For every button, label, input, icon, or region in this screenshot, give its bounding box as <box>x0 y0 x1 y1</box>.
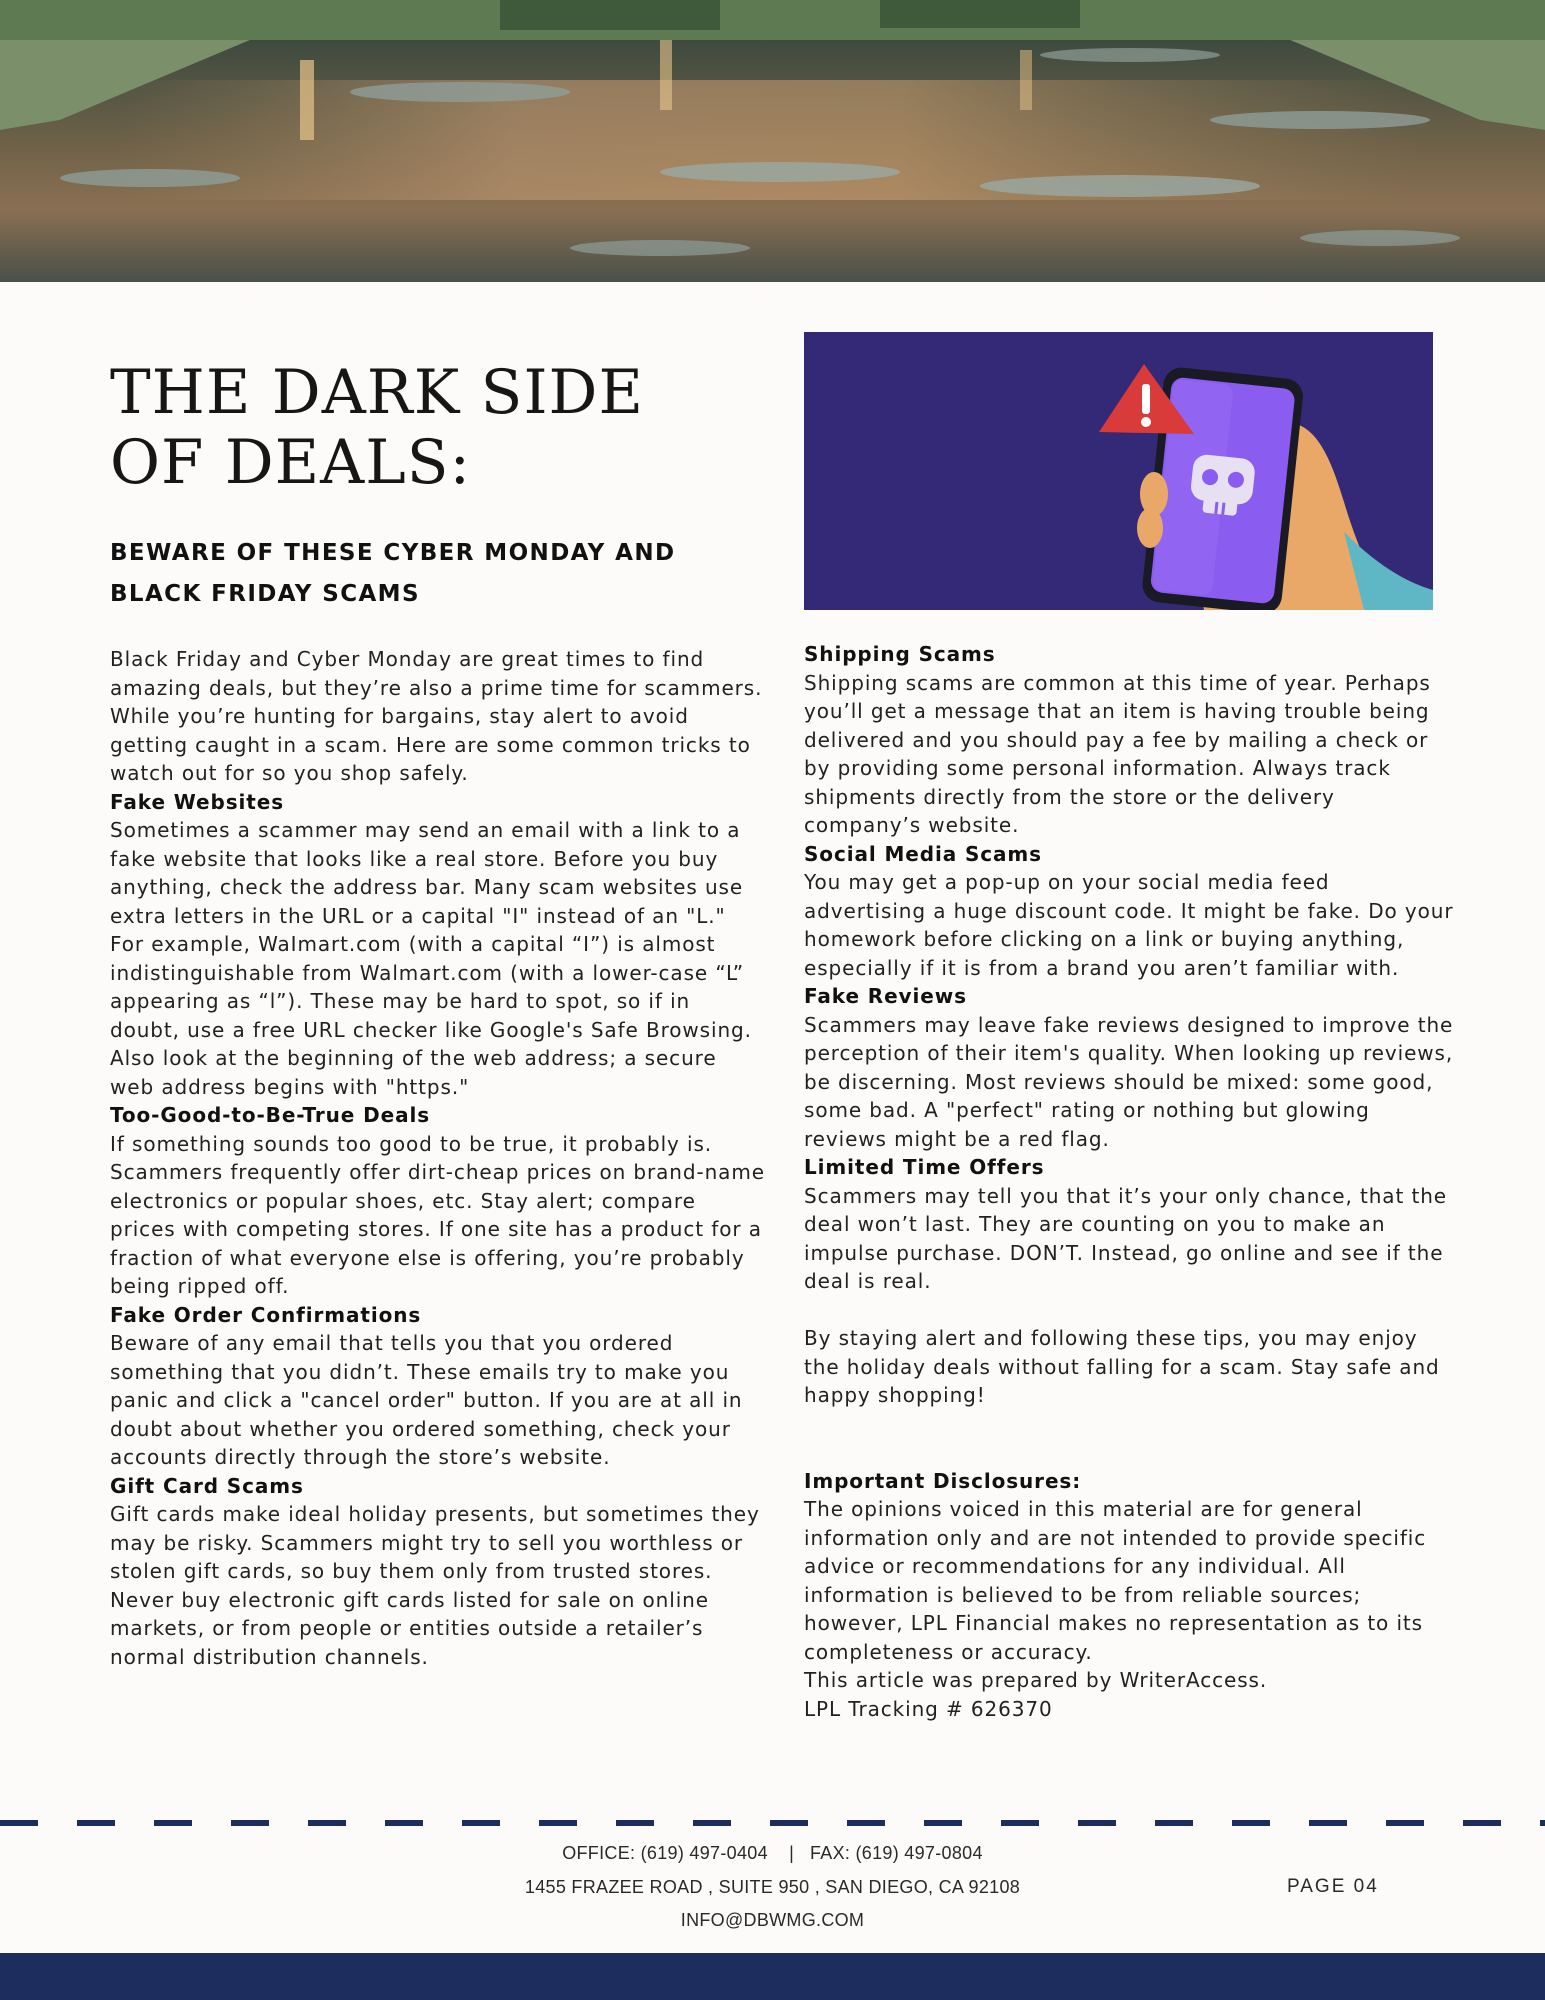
disclosures-body: The opinions voiced in this material are for general information only and are not intended to provide specific advice or recommendations for any individual. All information is believed to be from reliable sources; however, LPL Financial makes no representation as to its completeness or accuracy. <box>804 1497 1427 1664</box>
article-title: THE DARK SIDE OF DEALS: <box>110 357 644 498</box>
footer-bar <box>0 1953 1545 2000</box>
section-body: Shipping scams are common at this time of year. Perhaps you’ll get a message that an item is having trouble being delivered and you should pay a fee by mailing a check or by providing some personal information. Always track shipments directly from the store or the delivery company’s website. <box>804 670 1431 837</box>
section-body: Gift cards make ideal holiday presents, but sometimes they may be risky. Scammers might try to sell you worthless or stolen gift cards, so buy them only from trusted stores. Never buy electronic gift cards listed for sale on online markets, or from people or entities outside a retailer’s normal distribution channels. <box>110 1502 760 1669</box>
section-body: If something sounds too good to be true, it probably is. Scammers frequently offer dirt-cheap prices on brand-name electronics or popular shoes, etc. Stay alert; compare prices with competing stores. If one site has a product for a fraction of what everyone else is offering, you’re probably being ripped off. <box>110 1131 765 1298</box>
dashed-divider <box>0 1818 1545 1828</box>
section-body: You may get a pop-up on your social media feed advertising a huge discount code. It might be fake. Do your homework before clicking on a link or buying anything, especially if it is from a brand you aren’t familiar with. <box>804 870 1454 980</box>
section-heading: Too-Good-to-Be-True Deals <box>110 1103 431 1127</box>
closing-paragraph: By staying alert and following these tips, you may enjoy the holiday deals without falling for a scam. Stay safe and happy shopping! <box>804 1326 1440 1407</box>
section-body: Beware of any email that tells you that you ordered something that you didn’t. These emails try to make you panic and click a "cancel order" button. If you are at all in doubt about whether you ordered something, check your accounts directly through the store’s website. <box>110 1331 743 1469</box>
footer-address: 1455 FRAZEE ROAD , SUITE 950 , SAN DIEGO, CA 92108 <box>524 1877 1021 1897</box>
left-column <box>110 645 765 1671</box>
section-heading: Gift Card Scams <box>110 1473 304 1498</box>
section-heading: Social Media Scams <box>804 841 1042 866</box>
phone-scam-image <box>804 332 1433 610</box>
article-subtitle: BEWARE OF THESE CYBER MONDAY AND BLACK FRIDAY SCAMS <box>110 540 676 607</box>
section-body: Scammers may leave fake reviews designed to improve the perception of their item's quality. When looking up reviews, be discerning. Most reviews should be mixed: some good, some bad. A "perfect" rating or nothing but glowing reviews might be a red flag. <box>804 1012 1454 1151</box>
page-number: PAGE 04 <box>1287 1876 1379 1897</box>
section-heading: Fake Order Confirmations <box>110 1302 422 1327</box>
intro-paragraph: Black Friday and Cyber Monday are great times to find amazing deals, but they’re also a prime time for scammers. While you’re hunting for bargains, stay alert to avoid getting caught in a scam. Here are some common tricks to watch out for so you shop safely. <box>110 647 763 785</box>
footer-email[interactable]: INFO@DBWMG.COM <box>680 1910 865 1930</box>
disclosures-heading: Important Disclosures: <box>804 1468 1082 1493</box>
section-heading: Shipping Scams <box>804 642 996 666</box>
tracking-number: LPL Tracking # 626370 <box>804 1696 1053 1721</box>
prepared-by: This article was prepared by WriterAccess. <box>804 1668 1268 1692</box>
section-body: Sometimes a scammer may send an email with a link to a fake website that looks like a real store. Before you buy anything, check the address bar. Many scam websites use extra letters in the URL or a capital "I" instead of an "L." For example, WaImart.com (with a capital “I”) is almost indistinguishable from Walmart.com (with a lower-case “L” appearing as “l”). These may be hard to spot, so if in doubt, use a free URL checker like Google's Safe Browsing. Also look at the beginning of the web address; a secure web address begins with "https." <box>110 818 752 1099</box>
section-body: Scammers may tell you that it’s your only chance, that the deal won’t last. They are counting on you to make an impulse purchase. DON’T. Instead, go online and see if the deal is real. <box>804 1183 1447 1293</box>
right-column <box>804 640 1454 1723</box>
section-heading: Limited Time Offers <box>804 1155 1045 1179</box>
section-heading: Fake Websites <box>110 789 284 814</box>
section-heading: Fake Reviews <box>804 984 967 1008</box>
hero-photo <box>0 0 1545 282</box>
footer-contact: OFFICE: (619) 497-0404 | FAX: (619) 497-0804 <box>562 1843 983 1863</box>
